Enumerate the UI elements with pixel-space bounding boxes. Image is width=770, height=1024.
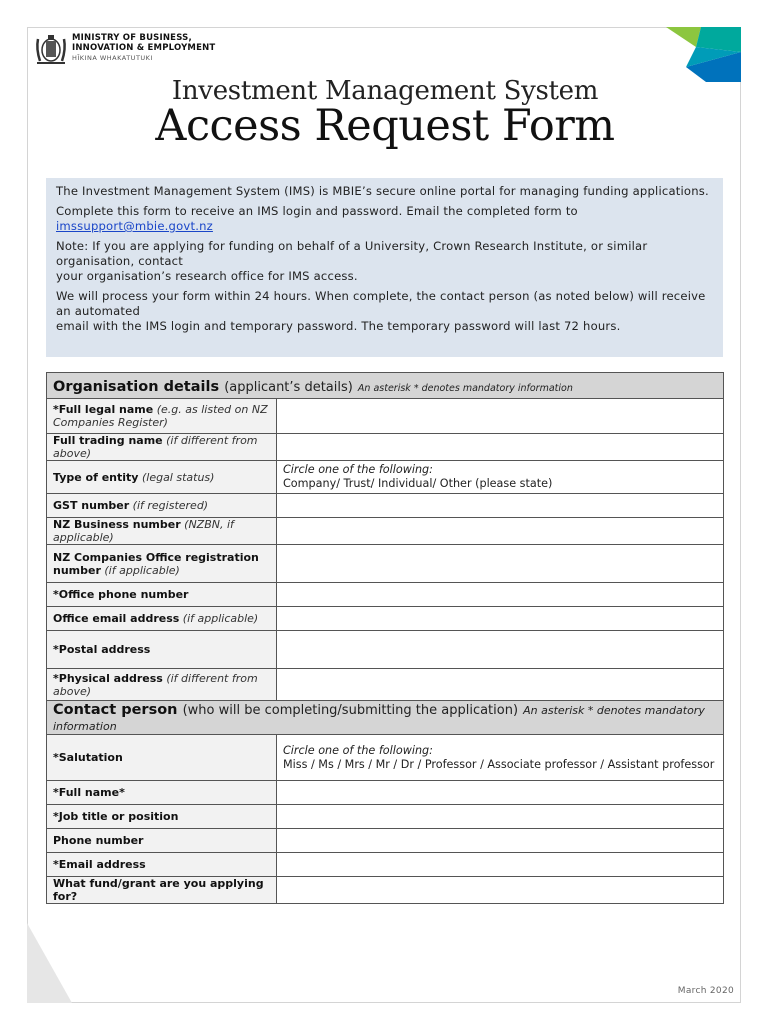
contact-field-input[interactable] xyxy=(277,829,724,853)
contact-field-label xyxy=(47,853,277,877)
contact-field-input[interactable] xyxy=(277,853,724,877)
field-label-text: What fund/grant are you applying for? xyxy=(53,877,264,903)
org-field-input[interactable] xyxy=(277,607,724,631)
organisation-section-note: An asterisk * denotes mandatory information xyxy=(357,383,573,394)
info-paragraph-1: The Investment Management System (IMS) is MBIE’s secure online portal for managing funding applications. xyxy=(56,184,709,198)
org-field-input[interactable] xyxy=(277,669,724,701)
org-maori-name: HĪKINA WHAKATUTUKI xyxy=(72,54,153,62)
info-box xyxy=(46,178,723,357)
org-field-label xyxy=(47,399,277,434)
org-row xyxy=(47,461,724,494)
field-label-hint: (if applicable) xyxy=(182,612,259,625)
contact-section-header xyxy=(47,701,724,735)
field-label-text: Phone number xyxy=(53,834,144,847)
org-row xyxy=(47,494,724,518)
page-subtitle: Investment Management System xyxy=(171,76,599,106)
field-label-text: Full trading name xyxy=(53,434,163,447)
support-email-link[interactable]: imssupport@mbie.govt.nz xyxy=(56,219,213,233)
organisation-section-subtitle: (applicant’s details) xyxy=(224,380,353,395)
contact-section-note: An asterisk * denotes mandatory information xyxy=(53,703,705,733)
info-paragraph-4-line2: email with the IMS login and temporary password. The temporary password will last 72 hours. xyxy=(56,319,621,333)
access-request-form-table xyxy=(46,372,724,904)
footer-date: March 2020 xyxy=(677,986,734,996)
info-paragraph-4-line1: We will process your form within 24 hours. When complete, the contact person (as noted below) will receive an automated xyxy=(56,289,706,318)
contact-field-input[interactable] xyxy=(277,781,724,805)
info-paragraph-4 xyxy=(56,289,713,334)
organisation-section-header xyxy=(47,373,724,399)
page-title: Access Request Form xyxy=(155,101,615,151)
organisation-section-title: Organisation details xyxy=(53,379,220,395)
contact-field-input[interactable] xyxy=(277,735,724,781)
footer-corner-graphic-icon xyxy=(27,923,72,1003)
org-name-line2: INNOVATION & EMPLOYMENT xyxy=(72,43,216,53)
field-label-text: *Office phone number xyxy=(53,588,189,601)
org-field-label xyxy=(47,434,277,461)
field-label-text: *Full name* xyxy=(53,786,125,799)
field-label-text: NZ Companies Office registration number xyxy=(53,550,259,577)
org-row xyxy=(47,434,724,461)
field-label-hint: (if applicable) xyxy=(104,563,180,577)
org-field-label xyxy=(47,518,277,545)
field-instruction: Circle one of the following: xyxy=(283,463,433,476)
org-field-label xyxy=(47,669,277,701)
org-field-label xyxy=(47,461,277,494)
info-paragraph-2 xyxy=(56,204,713,234)
field-instruction: Circle one of the following: xyxy=(283,743,433,757)
contact-row xyxy=(47,853,724,877)
org-row xyxy=(47,518,724,545)
org-field-input[interactable] xyxy=(277,518,724,545)
contact-row xyxy=(47,877,724,904)
org-field-input[interactable] xyxy=(277,399,724,434)
field-options: Company/ Trust/ Individual/ Other (please state) xyxy=(283,477,553,490)
contact-field-label xyxy=(47,877,277,904)
org-field-input[interactable] xyxy=(277,545,724,583)
org-field-label xyxy=(47,583,277,607)
mbie-logo xyxy=(34,33,215,65)
org-field-input[interactable] xyxy=(277,631,724,669)
field-label-hint: (legal status) xyxy=(141,470,215,484)
org-field-input[interactable] xyxy=(277,583,724,607)
field-label-hint: (e.g. as listed on NZ Companies Register) xyxy=(53,403,268,429)
info-paragraph-2-text: Complete this form to receive an IMS login and password. Email the completed form to xyxy=(56,204,578,218)
form-body xyxy=(47,373,724,904)
field-label-hint: (NZBN, if applicable) xyxy=(53,518,234,544)
field-options: Miss / Ms / Mrs / Mr / Dr / Professor / Associate professor / Assistant professor xyxy=(283,757,715,771)
org-field-input[interactable] xyxy=(277,494,724,518)
contact-section-subtitle: (who will be completing/submitting the application) xyxy=(182,702,519,718)
org-row xyxy=(47,607,724,631)
field-label-text: *Physical address xyxy=(53,671,163,685)
contact-row xyxy=(47,781,724,805)
field-label-text: Office email address xyxy=(53,612,180,625)
field-label-text: Type of entity xyxy=(53,470,139,484)
field-label-text: *Salutation xyxy=(53,751,123,764)
org-row xyxy=(47,545,724,583)
contact-row xyxy=(47,805,724,829)
info-paragraph-3-line1: Note: If you are applying for funding on behalf of a University, Crown Research Institute, or similar organisation, contact xyxy=(56,239,648,268)
org-field-label xyxy=(47,607,277,631)
field-label-text: *Job title or position xyxy=(53,810,179,823)
org-row xyxy=(47,631,724,669)
contact-row xyxy=(47,735,724,781)
field-label-text: GST number xyxy=(53,499,130,512)
field-label-hint: (if registered) xyxy=(132,499,209,512)
field-label-text: *Full legal name xyxy=(53,403,154,416)
contact-field-label xyxy=(47,781,277,805)
org-field-label xyxy=(47,631,277,669)
org-row xyxy=(47,669,724,701)
brand-graphic-icon xyxy=(666,27,741,82)
contact-field-label xyxy=(47,805,277,829)
coat-of-arms-icon xyxy=(34,33,68,65)
org-field-input[interactable] xyxy=(277,461,724,494)
contact-field-input[interactable] xyxy=(277,877,724,904)
field-label-text: NZ Business number xyxy=(53,518,181,531)
org-row xyxy=(47,583,724,607)
info-paragraph-3 xyxy=(56,239,713,284)
contact-field-input[interactable] xyxy=(277,805,724,829)
field-label-text: *Email address xyxy=(53,858,146,871)
org-field-input[interactable] xyxy=(277,434,724,461)
contact-section-title: Contact person xyxy=(53,701,178,718)
org-field-label xyxy=(47,494,277,518)
info-paragraph-3-line2: your organisation’s research office for IMS access. xyxy=(56,269,358,283)
org-name-line1: MINISTRY OF BUSINESS, xyxy=(72,33,192,43)
field-label-hint: (if different from above) xyxy=(53,671,258,698)
field-label-hint: (if different from above) xyxy=(53,434,258,460)
field-label-text: *Postal address xyxy=(53,643,151,656)
contact-field-label xyxy=(47,735,277,781)
org-field-label xyxy=(47,545,277,583)
contact-row xyxy=(47,829,724,853)
org-row xyxy=(47,399,724,434)
contact-field-label xyxy=(47,829,277,853)
